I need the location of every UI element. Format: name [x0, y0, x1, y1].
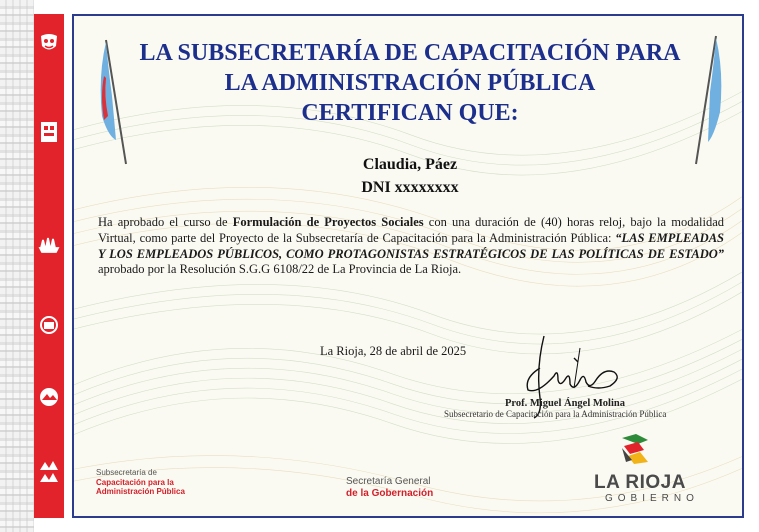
- body-text-2: con una duración de (40) horas reloj, bajo la modalidad Virtual, como parte del Proyecto de la Subsecretaría de Capacitación para la Administración Pública:: [98, 215, 724, 245]
- title-line-2: LA ADMINISTRACIÓN PÚBLICA: [224, 70, 596, 96]
- org1-line-3: Administración Pública: [96, 487, 185, 496]
- building-icon: [38, 118, 60, 144]
- gobierno-logo-text: GOBIERNO: [605, 493, 699, 504]
- project-title: “LAS EMPLEADAS Y LOS EMPLEADOS PÚBLICOS, COMO PROTAGONISTAS ESTRATÉGICOS DE LAS POLÍTICAS DE ESTADO”: [98, 230, 724, 261]
- la-rioja-emblem-icon: [618, 432, 652, 466]
- red-sidebar: [34, 14, 64, 518]
- signer-role: Subsecretario de Capacitación para la Administración Pública: [444, 409, 667, 419]
- course-name: Formulación de Proyectos Sociales: [232, 215, 424, 229]
- certificate-panel: [72, 14, 744, 518]
- face-icon: [38, 314, 60, 336]
- recipient-dni: DNI xxxxxxxx: [361, 179, 459, 196]
- signer-name: Prof. Miguel Ángel Molina: [505, 398, 625, 409]
- mask-icon: [38, 32, 60, 54]
- place-date: La Rioja, 28 de abril de 2025: [320, 344, 467, 358]
- hand-icon: [38, 232, 60, 254]
- la-rioja-logo-text: LA RIOJA: [594, 472, 686, 493]
- mountain-icon: [38, 456, 60, 488]
- org2-line-2: de la Gobernación: [346, 488, 434, 499]
- title-line-1: LA SUBSECRETARÍA DE CAPACITACIÓN PARA: [139, 40, 681, 66]
- recipient-name: Claudia, Páez: [362, 156, 458, 173]
- org1-line-2: Capacitación para la: [96, 477, 174, 487]
- title-line-3: CERTIFICAN QUE:: [301, 100, 519, 126]
- certificate-body: [98, 215, 724, 278]
- landscape-icon: [38, 386, 60, 408]
- decorative-pattern-strip: [0, 0, 34, 532]
- body-text-1: Ha aprobado el curso de: [98, 215, 233, 229]
- footer-org-capacitacion: [96, 468, 185, 497]
- org1-line-1: Subsecretaría de: [96, 468, 157, 477]
- certificate-title: [74, 38, 744, 128]
- body-text-3: aprobado por la Resolución S.G.G 6108/22 de La Provincia de La Rioja.: [98, 262, 462, 277]
- footer-org-secretaria: [346, 476, 433, 500]
- org2-line-1: Secretaría General: [346, 476, 431, 487]
